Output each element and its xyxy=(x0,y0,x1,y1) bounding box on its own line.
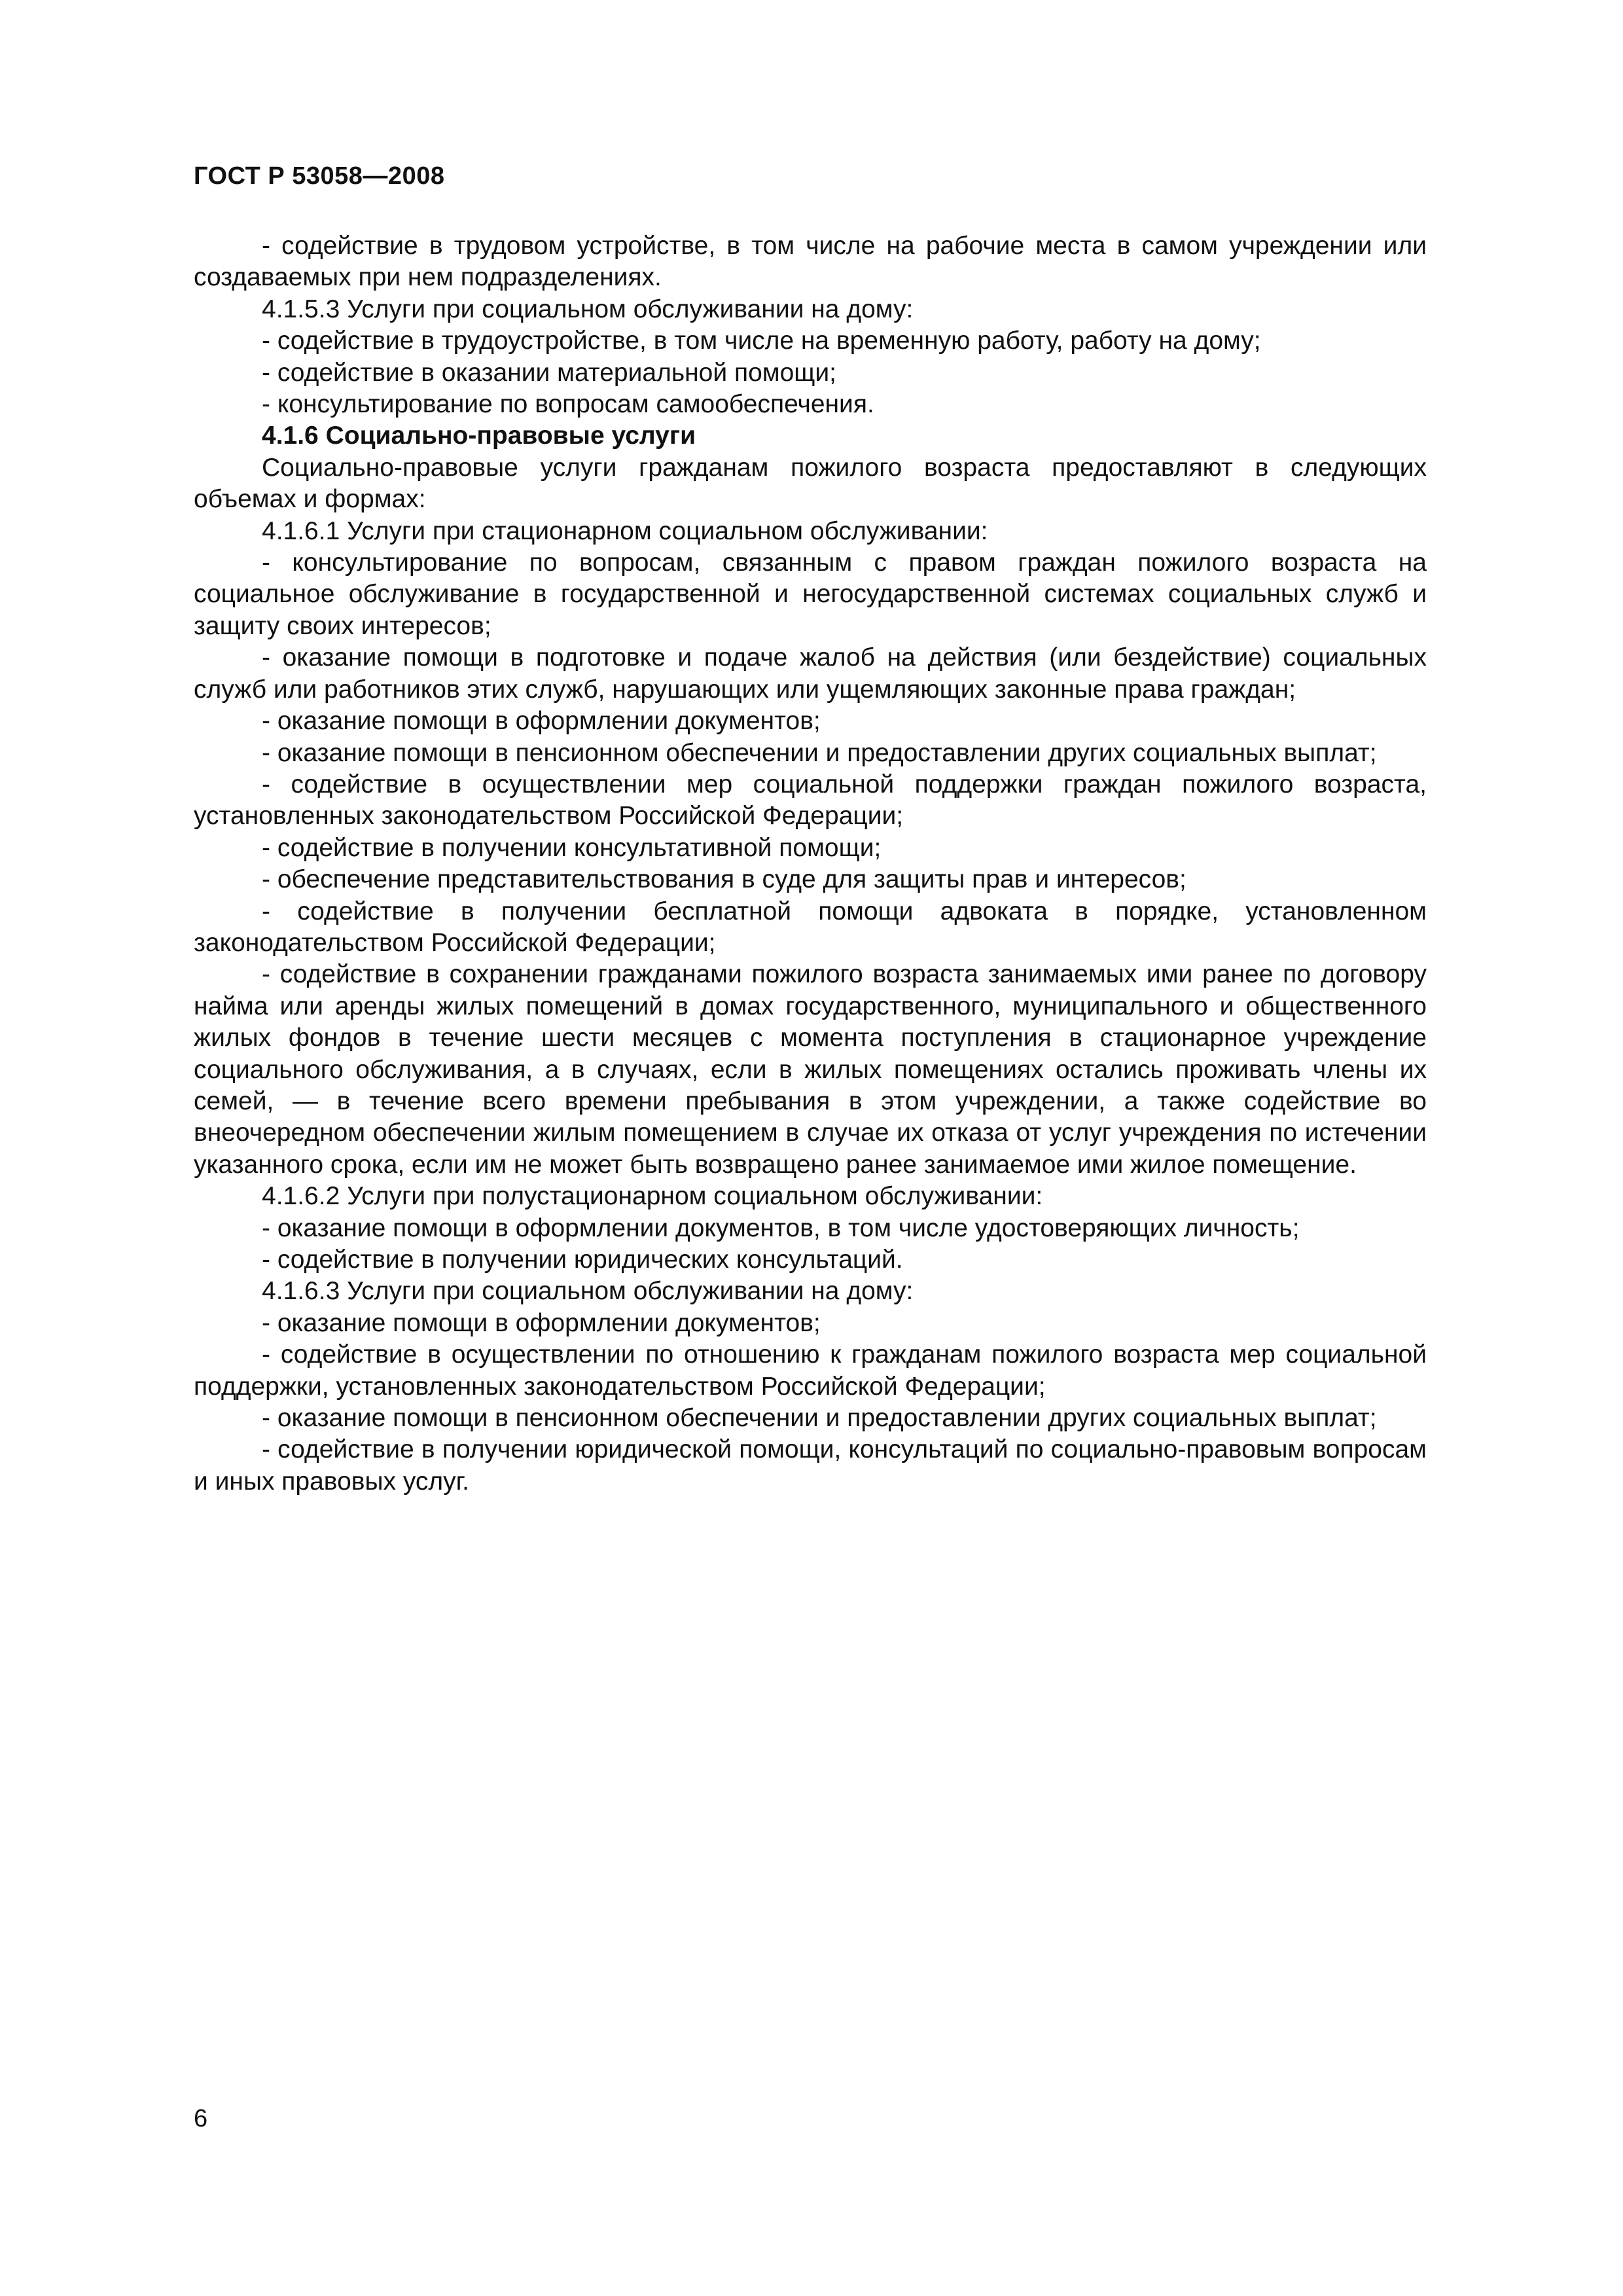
paragraph: - содействие в трудоустройстве, в том числе на временную работу, работу на дому; xyxy=(262,327,1261,355)
paragraph: - содействие в получении бесплатной помощи адвоката в порядке, установленном законодательством Российской Федерации; xyxy=(194,897,1427,957)
paragraph: - содействие в осуществлении по отношению к гражданам пожилого возраста мер социальной поддержки, установленных законодательством Российской Федерации; xyxy=(194,1340,1427,1401)
paragraph: 4.1.6.1 Услуги при стационарном социальном обслуживании: xyxy=(262,516,988,545)
paragraph: - содействие в оказании материальной помощи; xyxy=(262,358,837,387)
paragraph: - оказание помощи в подготовке и подаче жалоб на действия (или бездействие) социальных служб или работников этих служб, нарушающих или ущемляющих законные права граждан; xyxy=(194,643,1427,704)
paragraph: 4.1.5.3 Услуги при социальном обслуживании на дому: xyxy=(262,295,914,323)
paragraph: - обеспечение представительствования в суде для защиты прав и интересов; xyxy=(262,865,1186,894)
page-number: 6 xyxy=(194,2105,208,2132)
paragraph: - консультирование по вопросам, связанным с правом граждан пожилого возраста на социальное обслуживание в государственной и негосударственной системах социальных служб и защиту своих интересов; xyxy=(194,548,1427,640)
paragraph: - содействие в трудовом устройстве, в том числе на рабочие места в самом учреждении или создаваемых при нем подразделениях. xyxy=(194,232,1427,292)
paragraph: - оказание помощи в оформлении документов; xyxy=(262,707,821,736)
paragraph: 4.1.6.2 Услуги при полустационарном социальном обслуживании: xyxy=(262,1182,1043,1211)
paragraph: - оказание помощи в пенсионном обеспечении и предоставлении других социальных выплат; xyxy=(262,1404,1377,1433)
paragraph: - содействие в сохранении гражданами пожилого возраста занимаемых ими ранее по договору найма или аренды жилых помещений в домах государственного, муниципального и общественного жилых фондов в течение шести месяцев с момента поступления в стационарное учреждение социального обслуживания, а в случаях, если в жилых помещениях остались проживать члены их семей, — в течение всего времени пребывания в этом учреждении, а также содействие во внеочередном обеспечении жилым помещением в случае их отказа от услуг учреждения по истечении указанного срока, если им не может быть возвращено ранее занимаемое ими жилое помещение. xyxy=(194,960,1427,1179)
paragraph: Социально-правовые услуги гражданам пожилого возраста предоставляют в следующих объемах и формах: xyxy=(194,453,1427,514)
paragraph: - оказание помощи в пенсионном обеспечении и предоставлении других социальных выплат; xyxy=(262,738,1377,767)
section-heading: 4.1.6 Социально-правовые услуги xyxy=(262,422,696,450)
document-header: ГОСТ Р 53058—2008 xyxy=(194,162,445,190)
paragraph: - оказание помощи в оформлении документов, в том числе удостоверяющих личность; xyxy=(262,1213,1300,1242)
paragraph: - консультирование по вопросам самообеспечения. xyxy=(262,390,874,419)
paragraph: - содействие в получении юридических консультаций. xyxy=(262,1246,903,1274)
paragraph: 4.1.6.3 Услуги при социальном обслуживании на дому: xyxy=(262,1277,914,1306)
paragraph: - содействие в получении юридической помощи, консультаций по социально-правовым вопросам и иных правовых услуг. xyxy=(194,1435,1427,1496)
paragraph: - содействие в получении консультативной помощи; xyxy=(262,833,882,862)
document-body xyxy=(194,230,1427,1498)
paragraph: - оказание помощи в оформлении документов; xyxy=(262,1308,821,1337)
paragraph: - содействие в осуществлении мер социальной поддержки граждан пожилого возраста, установленных законодательством Российской Федерации; xyxy=(194,770,1427,831)
